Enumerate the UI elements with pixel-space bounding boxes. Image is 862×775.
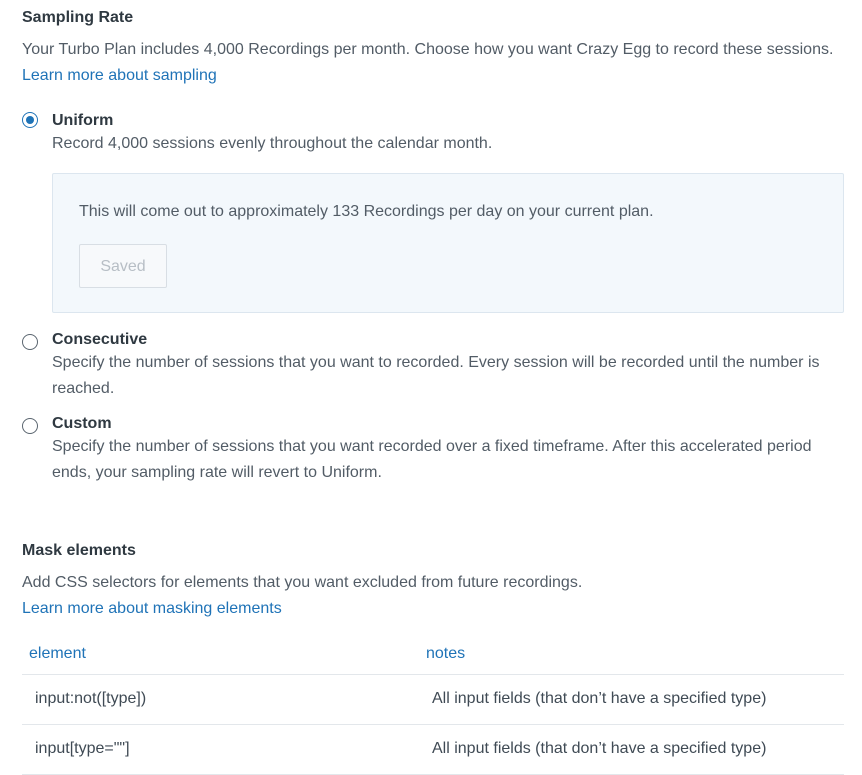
sampling-rate-title: Sampling Rate xyxy=(22,9,134,26)
consecutive-description: Specify the number of sessions that you want to recorded. Every session will be recorded until the number is reached. xyxy=(52,354,820,397)
custom-label[interactable]: Custom xyxy=(52,415,112,432)
row-element-selector: input:not([type]) xyxy=(35,690,147,707)
sampling-intro xyxy=(22,37,844,89)
consecutive-radio[interactable] xyxy=(22,334,38,350)
uniform-info-text: This will come out to approximately 133 Recordings per day on your current plan. xyxy=(79,203,654,220)
uniform-label[interactable]: Uniform xyxy=(52,112,114,129)
learn-more-sampling-link[interactable]: Learn more about sampling xyxy=(22,67,217,84)
uniform-description: Record 4,000 sessions evenly throughout the calendar month. xyxy=(52,135,493,152)
column-header-notes[interactable]: notes xyxy=(426,645,466,662)
sampling-option-uniform xyxy=(22,111,844,161)
custom-radio[interactable] xyxy=(22,418,38,434)
mask-intro xyxy=(22,570,844,622)
column-header-element[interactable]: element xyxy=(29,645,86,662)
consecutive-label[interactable]: Consecutive xyxy=(52,331,148,348)
mask-intro-text: Add CSS selectors for elements that you want excluded from future recordings. xyxy=(22,574,583,591)
row-element-selector: input[type=""] xyxy=(35,740,130,757)
learn-more-masking-link[interactable]: Learn more about masking elements xyxy=(22,600,282,617)
sampling-option-consecutive xyxy=(22,330,844,402)
table-header xyxy=(22,634,844,675)
row-notes: All input fields (that don’t have a specified type) xyxy=(432,690,767,707)
row-notes: All input fields (that don’t have a specified type) xyxy=(432,740,767,757)
sampling-intro-text: Your Turbo Plan includes 4,000 Recordings per month. Choose how you want Crazy Egg to record these sessions. xyxy=(22,41,834,58)
table-row[interactable] xyxy=(22,675,844,725)
mask-elements-table xyxy=(22,634,844,775)
sampling-option-custom xyxy=(22,414,844,486)
uniform-info-box xyxy=(52,173,844,313)
mask-elements-title: Mask elements xyxy=(22,542,136,559)
uniform-radio[interactable] xyxy=(22,112,38,128)
saved-button[interactable]: Saved xyxy=(79,244,167,288)
table-row[interactable] xyxy=(22,725,844,775)
custom-description: Specify the number of sessions that you want recorded over a fixed timeframe. After this accelerated period ends, your sampling rate will revert to Uniform. xyxy=(52,438,812,481)
